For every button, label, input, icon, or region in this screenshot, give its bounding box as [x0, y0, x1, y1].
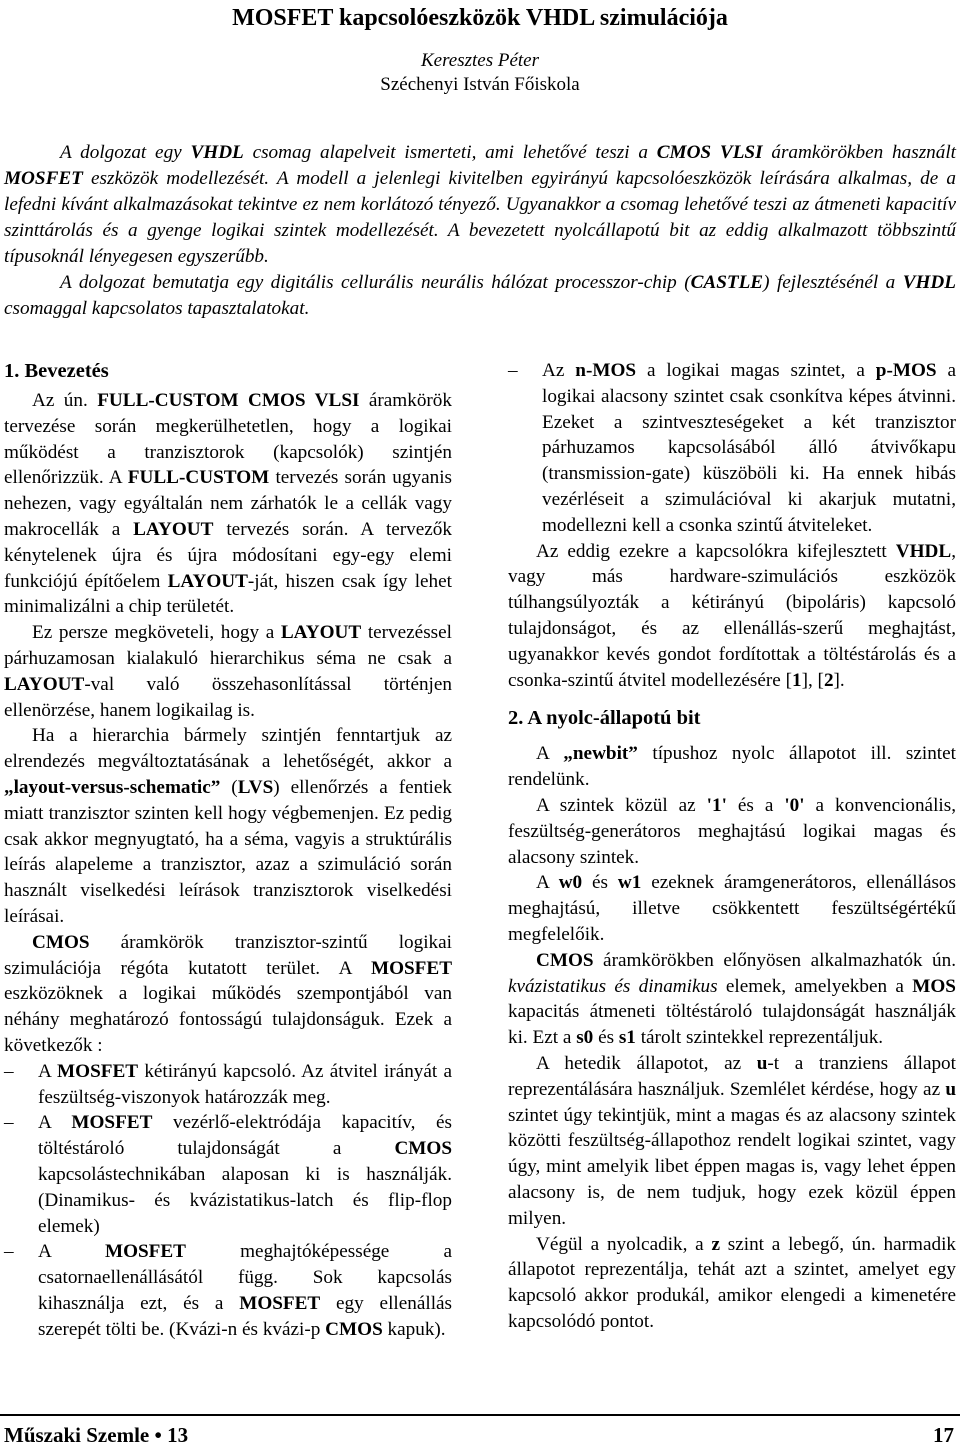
right-paragraph-2: A „newbit” típushoz nyolc állapotot ill. szintet rendelünk.	[508, 743, 956, 791]
right-paragraph-1: Az eddig ezekre a kapcsolókra kifejlesztett VHDL, vagy más hardware-szimulációs eszközök túlhangsúlyozták a kétirányú (bipoláris) kapcsoló tulajdonságot, és az ellenállás-szerű meghajtást, ugyanakkor kevés gondot fordítottak a töltéstárolás és a csonka-szintű átvitel modellezésére [1], [2].	[508, 540, 956, 691]
intro-paragraph-1: Az ún. FULL-CUSTOM CMOS VLSI áramkörök tervezése során megkerülhetetlen, hogy a logikai működést a tranzisztorok (kapcsolók) szintjén ellenőrizzük. A FULL-CUSTOM tervezés során ugyanis nehezen, vagy egyáltalán nem zárhatók le a cellák vagy makrocellák a LAYOUT tervezés során. A tervezők kénytelenek újra és újra módosítani egy-egy elemi funkciójú építőelem LAYOUT-ját, hiszen csak így lehet minimalizálni a chip területét.	[4, 390, 452, 618]
intro-paragraph-3: Ha a hierarchia bármely szintjén fenntartjuk az elrendezés megváltoztatásának a lehetőségét, akkor a „layout-versus-schematic” (LVS) ellenőrzés a fentiek miatt tranzisztor szinten kell hogy végbemenjen. Ez pedig csak akkor megnyugtató, ha a séma, vagyis a struktúrális leírás alapeleme a tranzisztor, azaz a szimuláció során használt viselkedési leírások tranzisztorok viselkedési leírásai.	[4, 725, 453, 927]
section-heading-eight-state-bit: 2. A nyolc-állapotú bit	[508, 707, 701, 730]
dash-bullet: –	[4, 1241, 14, 1263]
right-paragraph-4: A w0 és w1 ezeknek áramgenerátoros, ellenállásos meghajtású, illetve csökkentett feszültségértékű megfelelőik.	[508, 872, 956, 945]
author-name: Keresztes Péter	[420, 50, 540, 71]
abstract-paragraph-1: A dolgozat egy VHDL csomag alapelveit ismerteti, ami lehetővé teszi a CMOS VLSI áramkörökben használt MOSFET eszközök modellezését. A modell a jelenlegi kivitelben egyirányú kapcsolóeszközök leírására alkalmas, de a lefedni kívánt alkalmazásokat tekintve ez nem korlátozó tényező. Ugyanakkor a csomag lehetővé teszi az átmeneti kapacitív szinttárolás és a gyenge logikai szintek modellezését. A bevezetett nyolcállapotú bit az eddig alkalmazott többszintű típusoknál lényegesen egyszerűbb.	[4, 142, 957, 267]
right-paragraph-5: CMOS áramkörökben előnyösen alkalmazhatók ún. kvázistatikus és dinamikus elemek, amelyekben a MOS kapacitás átmeneti töltéstároló tulajdonságát használják ki. Ezt a s0 és s1 tárolt szintekkel reprezentáljuk.	[508, 949, 956, 1049]
section-heading-introduction: 1. Bevezetés	[4, 360, 109, 382]
affiliation: Széchenyi István Főiskola	[380, 74, 580, 95]
abstract	[4, 140, 956, 322]
right-column	[508, 358, 956, 1335]
left-column	[4, 358, 452, 1342]
intro-paragraph-4: CMOS áramkörök tranzisztor-szintű logikai szimulációja régóta kutatott terület. A MOSFET eszközöknek a logikai működés szempontjából van néhány meghatározó fontosságú tulajdonságuk. Ezek a következők :	[4, 931, 452, 1056]
intro-paragraph-2: Ez persze megköveteli, hogy a LAYOUT tervezéssel párhuzamosan kialakuló hierarchikus séma ne csak a LAYOUT-val való összehasonlítással történjen ellenörzése, hanem logikailag is.	[4, 622, 452, 721]
page-number: 17	[933, 1423, 954, 1447]
dash-bullet: –	[508, 360, 518, 381]
list-item: – A MOSFET vezérlő-elektródája kapacitív, és töltéstároló tulajdonságát a CMOS kapcsolástechnikában alaposan ki is használják. (Dinamikus- és kvázistatikus-latch és flip-flop elemek)	[4, 1112, 452, 1237]
dash-bullet: –	[4, 1112, 14, 1134]
abstract-paragraph-2: A dolgozat bemutatja egy digitális cellurális neurális hálózat processzor-chip (CASTLE) fejlesztésénél a VHDL csomaggal kapcsolatos tapasztalatokat.	[4, 272, 957, 319]
page-footer	[0, 1414, 960, 1450]
right-paragraph-6: A hetedik állapotot, az u-t a tranziens állapot reprezentálására használjuk. Szemlélet kérdése, hogy az u szintet úgy tekintjük, mint a magas és az alacsony szintek közötti feszültség-állapothoz rendelt logikai szintet, vagy úgy, mint amelyik libet éppen magas is, vagy lehet éppen alacsony is, de nem tudjuk, hogy ezek közül éppen milyen.	[508, 1052, 956, 1229]
right-paragraph-7: Végül a nyolcadik, a z szint a lebegő, ún. harmadik állapotot reprezentálja, tehát azt a szintet, amelyet egy kapcsoló akkor produkál, amikor elengedi a kimenetére kapcsolódó pontot.	[508, 1233, 956, 1332]
journal-name: Műszaki Szemle • 13	[4, 1423, 189, 1447]
list-item: – A MOSFET meghajtóképessége a csatornaellenállásától függ. Sok kapcsolás kihasználja ezt, és a MOSFET egy ellenállás szerepét tölti be. (Kvázi-n és kvázi-p CMOS kapuk).	[4, 1241, 453, 1340]
list-item: – Az n-MOS a logikai magas szintet, a p-MOS a logikai alacsony szintet csak csonkítva képes átvinni. Ezeket a szintveszteségeket a két tranzisztor párhuzamos kapcsolásából álló átvivőkapu (transmission-gate) küszöböli ki. Ha ennek hibás vezérléseit a szimulációval ki akarjuk mutatni, modellezni kell a csonka szintű átviteleket.	[508, 360, 956, 536]
list-item: – A MOSFET kétirányú kapcsoló. Az átvitel irányát a feszültség-viszonyok határozzák meg.	[4, 1060, 452, 1108]
paper-title: MOSFET kapcsolóeszközök VHDL szimulációja	[232, 5, 728, 31]
right-paragraph-3: A szintek közül az '1' és a '0' a konvencionális, feszültség-generátoros meghajtású logikai magas és alacsony szintek.	[508, 794, 956, 868]
dash-bullet: –	[4, 1060, 14, 1082]
